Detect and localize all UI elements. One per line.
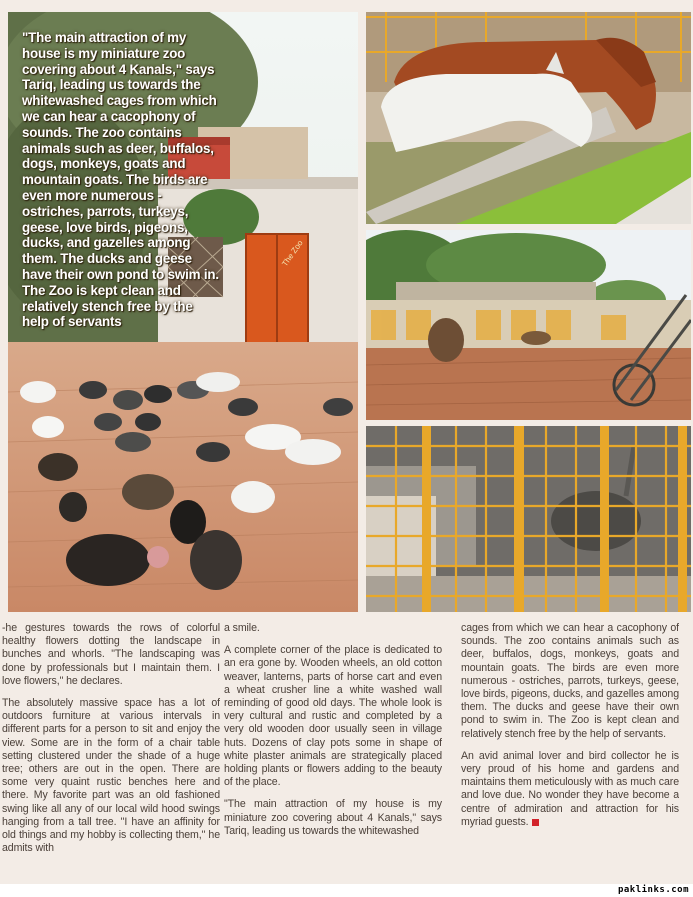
paragraph: A complete corner of the place is dedicated to an era gone by. Wooden wheels, an old cotton weaver, lanterns, parts of horse cart and even a wheat crusher line a white washed wall reminding of good old days. The whole look is very cultural and rustic and completed by a very old wooden door usually seen in village huts. Dozens of clay pots some in shape of white plaster animals are strategically placed holding plants or flowers adding to the beauty of the place.: [224, 644, 442, 789]
paragraph-text: An avid animal lover and bird collector he is very proud of his home and gardens and maintains them meticulously with as much care and love due. No wonder they have become a centre of admiration and attraction for his myriad guests.: [461, 749, 679, 828]
ostrich-cage-photo: [366, 426, 691, 612]
paragraph: -he gestures towards the rows of colorful healthy flowers dotting the landscape in bunches and whorls. "The landscaping was done by professionals but I maintain them. I love flowers," he declares.: [2, 622, 220, 687]
text-column-3: [461, 622, 679, 884]
pull-quote: "The main attraction of my house is my miniature zoo covering about 4 Kanals," says Tariq, leading us towards the whitewashed cages from which we can hear a cacophony of sounds. The zoo contains animals such as deer, buffalos, dogs, monkeys, goats and mountain goats. The birds are even more numerous - ostriches, parrots, turkeys, geese, love birds, pigeons, ducks, and gazelles among them. The ducks and geese have their own pond to swim in. The Zoo is kept clean and relatively stench free by the help of servants: [22, 30, 219, 330]
source-credit: paklinks.com: [617, 885, 689, 895]
courtyard-birds-photo: [8, 12, 358, 612]
paragraph: a smile.: [224, 622, 260, 634]
text-column-1: [2, 622, 220, 884]
paragraph: The absolutely massive space has a lot of outdoors furniture at various intervals in different parts for a person to sit and enjoy the view. Some are in the form of a chair table setting clustered under the shade of a huge tree; others are out in the open. There are some very quaint rustic benches here and there. My favorite part was an old fashioned swing like all any of our local wild hood swings hanging from a tall tree. "I have an affinity for old things and my hobby is collecting them," he admits with: [2, 697, 220, 855]
credit-bar: [0, 884, 693, 897]
paragraph: [461, 750, 679, 829]
paragraph: cages from which we can hear a cacophony of sounds. The zoo contains animals such as deer, buffalos, dogs, monkeys, goats and mountain goats. The birds are even more numerous - ostriches, parrots, turkeys, geese, love birds, pigeons, ducks, and gazelles among them. The ducks and geese have their own pond to swim in. The Zoo is kept clean and relatively stench free by the help of servants.: [461, 622, 679, 740]
text-column-2: [224, 622, 442, 884]
door-sign: The Zoo: [280, 238, 305, 269]
horse-donkey-photo: [366, 12, 691, 224]
paragraph: "The main attraction of my house is my miniature zoo covering about 4 Kanals," says Tariq, leading us towards the whitewashed: [224, 798, 442, 837]
end-of-article-mark: [532, 819, 539, 826]
enclosure-photo: [366, 230, 691, 420]
